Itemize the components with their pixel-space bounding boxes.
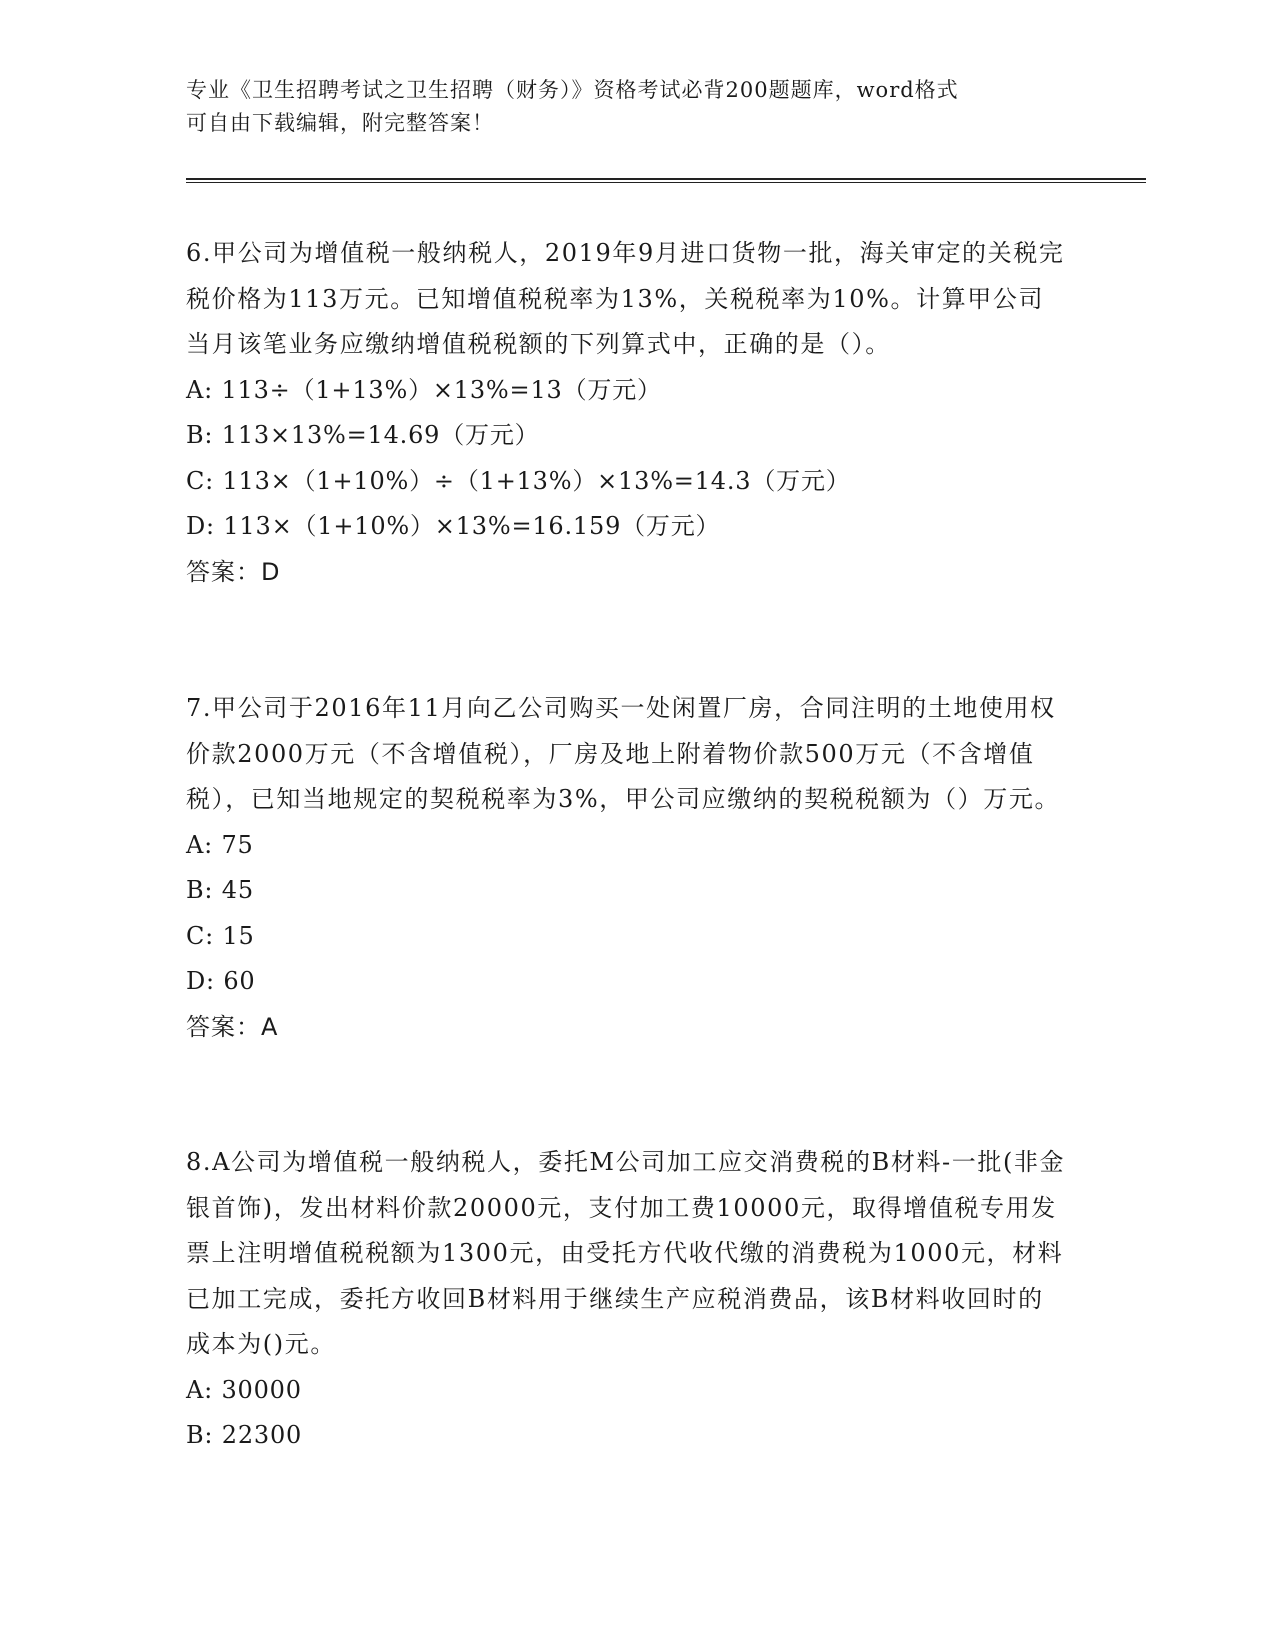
question-stem: 6.甲公司为增值税一般纳税人，2019年9月进口货物一批，海关审定的关税完税价格为113万元。已知增值税税率为13%，关税税率为10%。计算甲公司当月该笔业务应缴纳增值税税额的下列算式中，正确的是（）。 xyxy=(186,239,1065,358)
question-7 xyxy=(186,686,1066,1050)
option-a: A: 30000 xyxy=(186,1375,302,1404)
document-header: 专业《卫生招聘考试之卫生招聘（财务）》资格考试必背200题题库，word格式 可自由下载编辑，附完整答案！ xyxy=(186,78,959,135)
question-6 xyxy=(186,231,1066,595)
answer-label: 答案：D xyxy=(186,557,281,586)
header-divider xyxy=(186,178,1146,183)
option-b: B: 113×13%=14.69（万元） xyxy=(186,421,540,449)
option-b: B: 22300 xyxy=(186,1421,303,1449)
question-stem: 8.A公司为增值税一般纳税人，委托M公司加工应交消费税的B材料-一批(非金银首饰)，发出材料价款20000元，支付加工费10000元，取得增值税专用发票上注明增值税税额为1300元，由受托方代收代缴的消费税为1000元，材料已加工完成，委托方收回B材料用于继续生产应税消费品，该B材料收回时的成本为()元。 xyxy=(186,1148,1066,1358)
option-a: A: 113÷（1+13%）×13%=13（万元） xyxy=(186,375,662,404)
question-stem: 7.甲公司于2016年11月向乙公司购买一处闲置厂房，合同注明的土地使用权价款2000万元（不含增值税），厂房及地上附着物价款500万元（不含增值税），已知当地规定的契税税率为3%，甲公司应缴纳的契税税额为（）万元。 xyxy=(186,694,1061,813)
option-a: A: 75 xyxy=(186,830,254,859)
option-c: C: 15 xyxy=(186,921,255,950)
question-8 xyxy=(186,1140,1066,1459)
option-d: D: 113×（1+10%）×13%=16.159（万元） xyxy=(186,512,721,540)
option-b: B: 45 xyxy=(186,876,254,904)
option-d: D: 60 xyxy=(186,967,256,995)
answer-label: 答案：A xyxy=(186,1012,279,1041)
option-c: C: 113×（1+10%）÷（1+13%）×13%=14.3（万元） xyxy=(186,466,851,495)
